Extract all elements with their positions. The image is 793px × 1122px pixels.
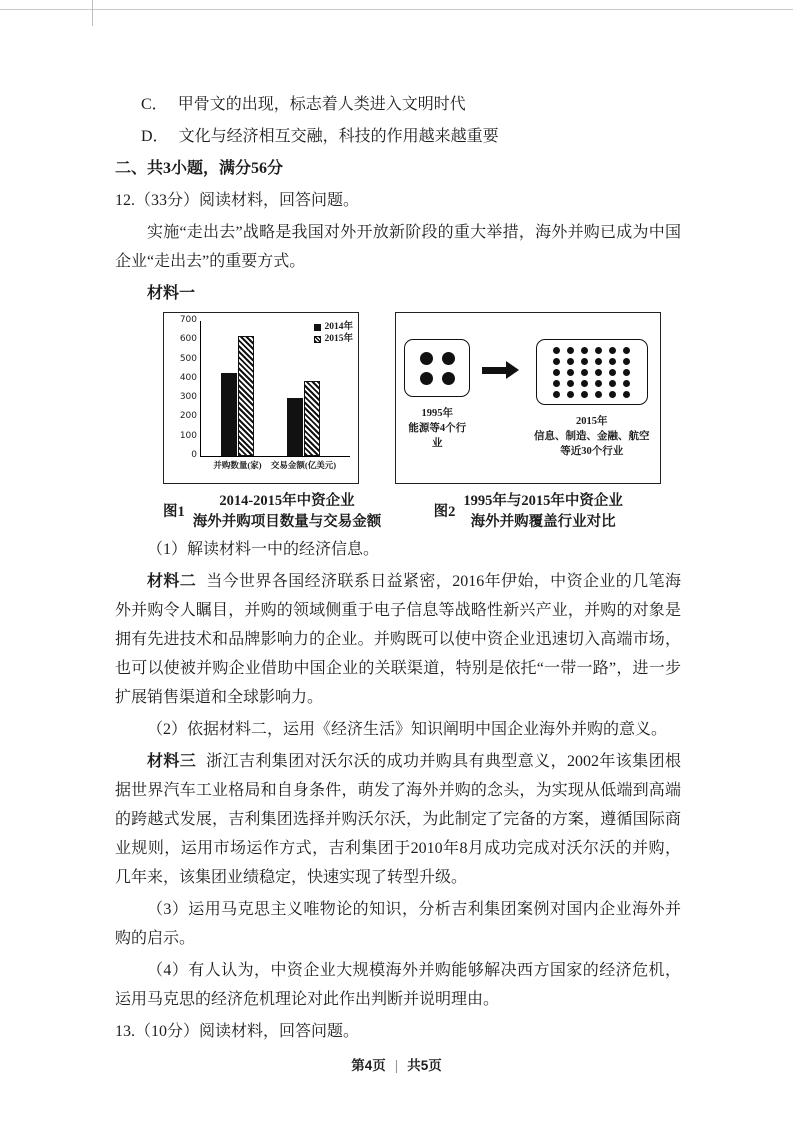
bar-2014年-并购数量(家) (221, 373, 237, 456)
figure-row (163, 312, 681, 533)
arrow-shaft (482, 367, 506, 374)
group-2015 (531, 339, 652, 459)
legend-label: 2015年 (324, 334, 353, 344)
figure2 (395, 312, 661, 533)
industry-dot (420, 372, 433, 385)
y-tick-label: 300 (179, 392, 197, 403)
question-1: （1）解读材料一中的经济信息。 (147, 541, 380, 558)
option-c (115, 90, 681, 119)
industry-dot (623, 347, 630, 354)
industry-dot (567, 347, 574, 354)
industry-dot (553, 380, 560, 387)
industry-dot (623, 380, 630, 387)
figure1-box (163, 312, 359, 484)
option-d-text: 文化与经济相互交融，科技的作用越来越重要 (178, 128, 499, 145)
option-d (115, 122, 681, 151)
option-c-text: 甲骨文的出现，标志着人类进入文明时代 (177, 96, 466, 113)
material2-paragraph (115, 567, 681, 712)
question-3: （3）运用马克思主义唯物论的知识，分析吉利集团案例对国内企业海外并购的启示。 (115, 901, 681, 947)
industry-dot (567, 369, 574, 376)
year-1995: 1995年 (421, 408, 453, 419)
option-c-letter: C． (141, 96, 168, 113)
industry-dot (553, 347, 560, 354)
figure1 (163, 312, 381, 533)
figure1-caption (163, 491, 381, 533)
y-tick-label: 500 (179, 353, 197, 364)
industry-dot (623, 369, 630, 376)
industry-dot (623, 391, 630, 398)
figure1-caption-line1: 2014-2015年中资企业 (219, 493, 355, 509)
legend-swatch (314, 324, 321, 331)
page-footer (0, 1054, 793, 1074)
bar-chart-legend (314, 321, 353, 345)
bar-2015年-并购数量(家) (238, 336, 254, 456)
industry-dot (595, 380, 602, 387)
option-d-letter: D． (141, 128, 169, 145)
material2-label: 材料二 (147, 573, 197, 590)
industry-dot (553, 358, 560, 365)
question-2: （2）依据材料二，运用《经济生活》知识阐明中国企业海外并购的意义。 (147, 721, 668, 738)
arrow-head (506, 361, 519, 379)
q13-heading: 13.（10分）阅读材料，回答问题。 (115, 1023, 360, 1040)
industry-dot (581, 391, 588, 398)
industry-dot (567, 358, 574, 365)
industry-dot (595, 391, 602, 398)
industry-dot (581, 347, 588, 354)
figure1-caption-text (193, 491, 382, 533)
industry-dot (609, 391, 616, 398)
y-tick-label: 0 (191, 450, 197, 460)
figure2-caption-line2: 海外并购覆盖行业对比 (470, 514, 616, 530)
industry-dot (595, 347, 602, 354)
footer-total-pages: 共5页 (407, 1058, 442, 1073)
legend-label: 2014年 (324, 322, 353, 332)
x-category-label: 交易金额(亿美元) (270, 460, 337, 470)
section-heading: 二、共3小题，满分56分 (115, 160, 284, 177)
bar-chart (164, 313, 358, 483)
y-tick-label: 200 (179, 411, 197, 422)
label-1995 (404, 406, 470, 451)
material3-text: 浙江吉利集团对沃尔沃的成功并购具有典型意义，2002年该集团根据世界汽车工业格局和自身条件，萌发了海外并购的念头，为实现从低端到高端的跨越式发展，吉利集团选择并购沃尔沃，为此制定了完备的方案，遵循国际商业规则，运用市场运作方式，吉利集团于2010年8月成功完成对沃尔沃的并购，几年来，该集团业绩稳定，快速实现了转型升级。 (115, 753, 681, 886)
industry-dot (442, 352, 455, 365)
industry-dot (581, 369, 588, 376)
industry-dot (609, 380, 616, 387)
dots-2015-box (536, 339, 648, 405)
y-tick-label: 600 (179, 334, 197, 345)
figure2-caption-text (463, 491, 623, 533)
figure2-caption (395, 491, 661, 533)
industry-dot (567, 380, 574, 387)
group-1995 (404, 339, 470, 451)
industry-dot (623, 358, 630, 365)
industries-2015: 信息、制造、金融、航空等近30个行业 (534, 431, 650, 457)
figure2-caption-line1: 1995年与2015年中资企业 (463, 493, 623, 509)
industries-1995: 能源等4个行业 (408, 423, 467, 449)
material1-label: 材料一 (147, 285, 196, 302)
bar-2015年-交易金额(亿美元) (304, 381, 320, 456)
material2-text: 当今世界各国经济联系日益紧密，2016年伊始，中资企业的几笔海外并购令人瞩目，并购的领域侧重于电子信息等战略性新兴产业，并购的对象是拥有先进技术和品牌影响力的企业。并购既可以使中资企业迅速切入高端市场，也可以使被并购企业借助中国企业的关联渠道，特别是依托“一带一路”，进一步扩展销售渠道和全球影响力。 (115, 573, 681, 706)
scan-artifact-top-line (0, 9, 793, 10)
exam-page-content (115, 90, 681, 1049)
dots-1995-box (404, 339, 470, 397)
label-2015 (531, 414, 652, 459)
industry-dot (609, 358, 616, 365)
arrow-icon (482, 361, 519, 379)
industry-dot (567, 391, 574, 398)
x-category-label: 并购数量(家) (213, 460, 262, 470)
footer-page-number: 第4页 (351, 1058, 386, 1073)
legend-swatch (314, 336, 321, 343)
industry-dot (420, 352, 433, 365)
figure1-caption-line2: 海外并购项目数量与交易金额 (192, 514, 382, 530)
industry-dot (595, 369, 602, 376)
question-4: （4）有人认为，中资企业大规模海外并购能够解决西方国家的经济危机，运用马克思的经济危机理论对此作出判断并说明理由。 (115, 962, 681, 1008)
legend-entry (314, 321, 353, 333)
industry-dot (553, 369, 560, 376)
industry-dot (442, 372, 455, 385)
scan-artifact-left-line (92, 0, 93, 26)
industry-dot (581, 380, 588, 387)
q12-intro: 实施“走出去”战略是我国对外开放新阶段的重大举措，海外并购已成为中国企业“走出去”的重要方式。 (115, 224, 681, 270)
industry-dot (581, 358, 588, 365)
y-tick-label: 100 (179, 430, 197, 441)
industry-dot (609, 369, 616, 376)
industry-dot (553, 391, 560, 398)
fig2-pictogram (396, 313, 660, 483)
figure1-caption-label: 图1 (163, 503, 185, 520)
legend-entry (314, 333, 353, 345)
material3-paragraph (115, 747, 681, 892)
bar-2014年-交易金额(亿美元) (287, 398, 303, 456)
figure2-caption-label: 图2 (433, 503, 456, 520)
q12-heading: 12.（33分）阅读材料，回答问题。 (115, 192, 360, 209)
y-tick-label: 400 (179, 372, 197, 383)
footer-separator: | (394, 1058, 399, 1073)
industry-dot (595, 358, 602, 365)
material3-label: 材料三 (147, 753, 197, 770)
y-tick-label: 700 (179, 315, 197, 325)
year-2015: 2015年 (576, 416, 608, 427)
figure2-box (395, 312, 661, 484)
industry-dot (609, 347, 616, 354)
